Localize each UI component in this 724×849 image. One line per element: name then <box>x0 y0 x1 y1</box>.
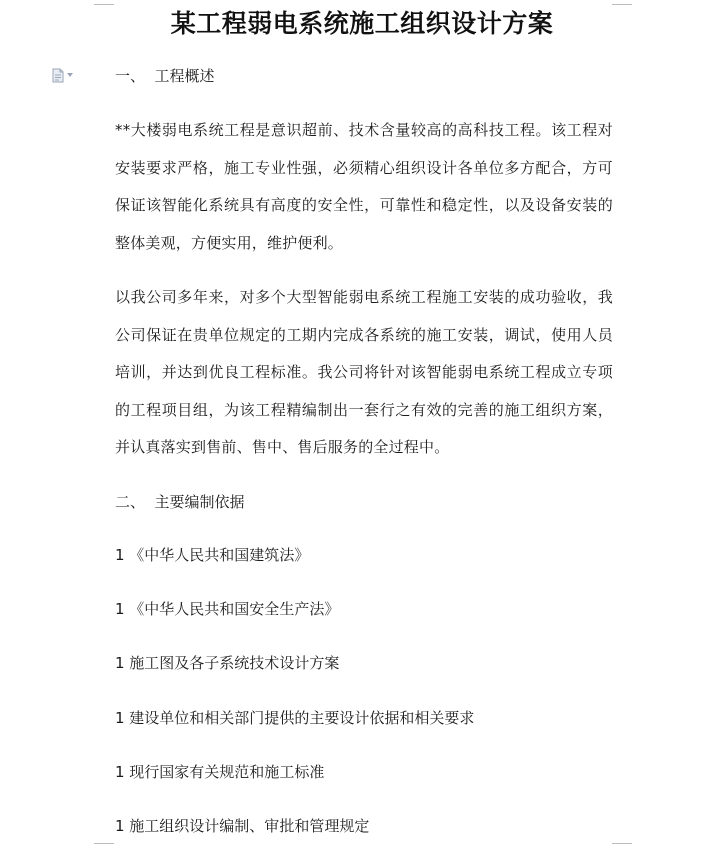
overview-paragraph-2: 以我公司多年来，对多个大型智能弱电系统工程施工安装的成功验收，我公司保证在贵单位规定的工期内完成各系统的施工安装，调试，使用人员培训，并达到优良工程标准。我公司将针对该智能弱电系统工程成立专项的工程项目组，为该工程精编制出一套行之有效的完善的施工组织方案，并认真落实到售前、售中、售后服务的全过程中。 <box>115 288 613 456</box>
crop-mark-bottom-right <box>612 843 632 849</box>
basis-list-item: 1 《中华人民共和国建筑法》 <box>115 546 310 564</box>
section-heading-basis: 二、 主要编制依据 <box>115 493 245 511</box>
document-title: 某工程弱电系统施工组织设计方案 <box>170 9 554 38</box>
crop-mark-bottom-left <box>94 843 114 849</box>
basis-list-item: 1 《中华人民共和国安全生产法》 <box>115 600 340 618</box>
crop-mark-top-left <box>94 0 114 5</box>
overview-paragraph-1: **大楼弱电系统工程是意识超前、技术含量较高的高科技工程。该工程对安装要求严格，施工专业性强，必须精心组织设计各单位多方配合，方可保证该智能化系统具有高度的安全性，可靠性和稳定性，以及设备安装的整体美观，方便实用，维护便利。 <box>115 121 613 252</box>
document-icon <box>52 68 64 83</box>
chevron-down-icon <box>67 73 73 77</box>
basis-list-item: 1 建设单位和相关部门提供的主要设计依据和相关要求 <box>115 709 475 727</box>
basis-list-item: 1 施工组织设计编制、审批和管理规定 <box>115 817 370 835</box>
basis-list-item: 1 施工图及各子系统技术设计方案 <box>115 654 340 672</box>
crop-mark-top-right <box>612 0 632 5</box>
paragraph-menu-button[interactable] <box>52 67 80 83</box>
section-heading-overview: 一、 工程概述 <box>115 67 215 85</box>
basis-list-item: 1 现行国家有关规范和施工标准 <box>115 763 325 781</box>
